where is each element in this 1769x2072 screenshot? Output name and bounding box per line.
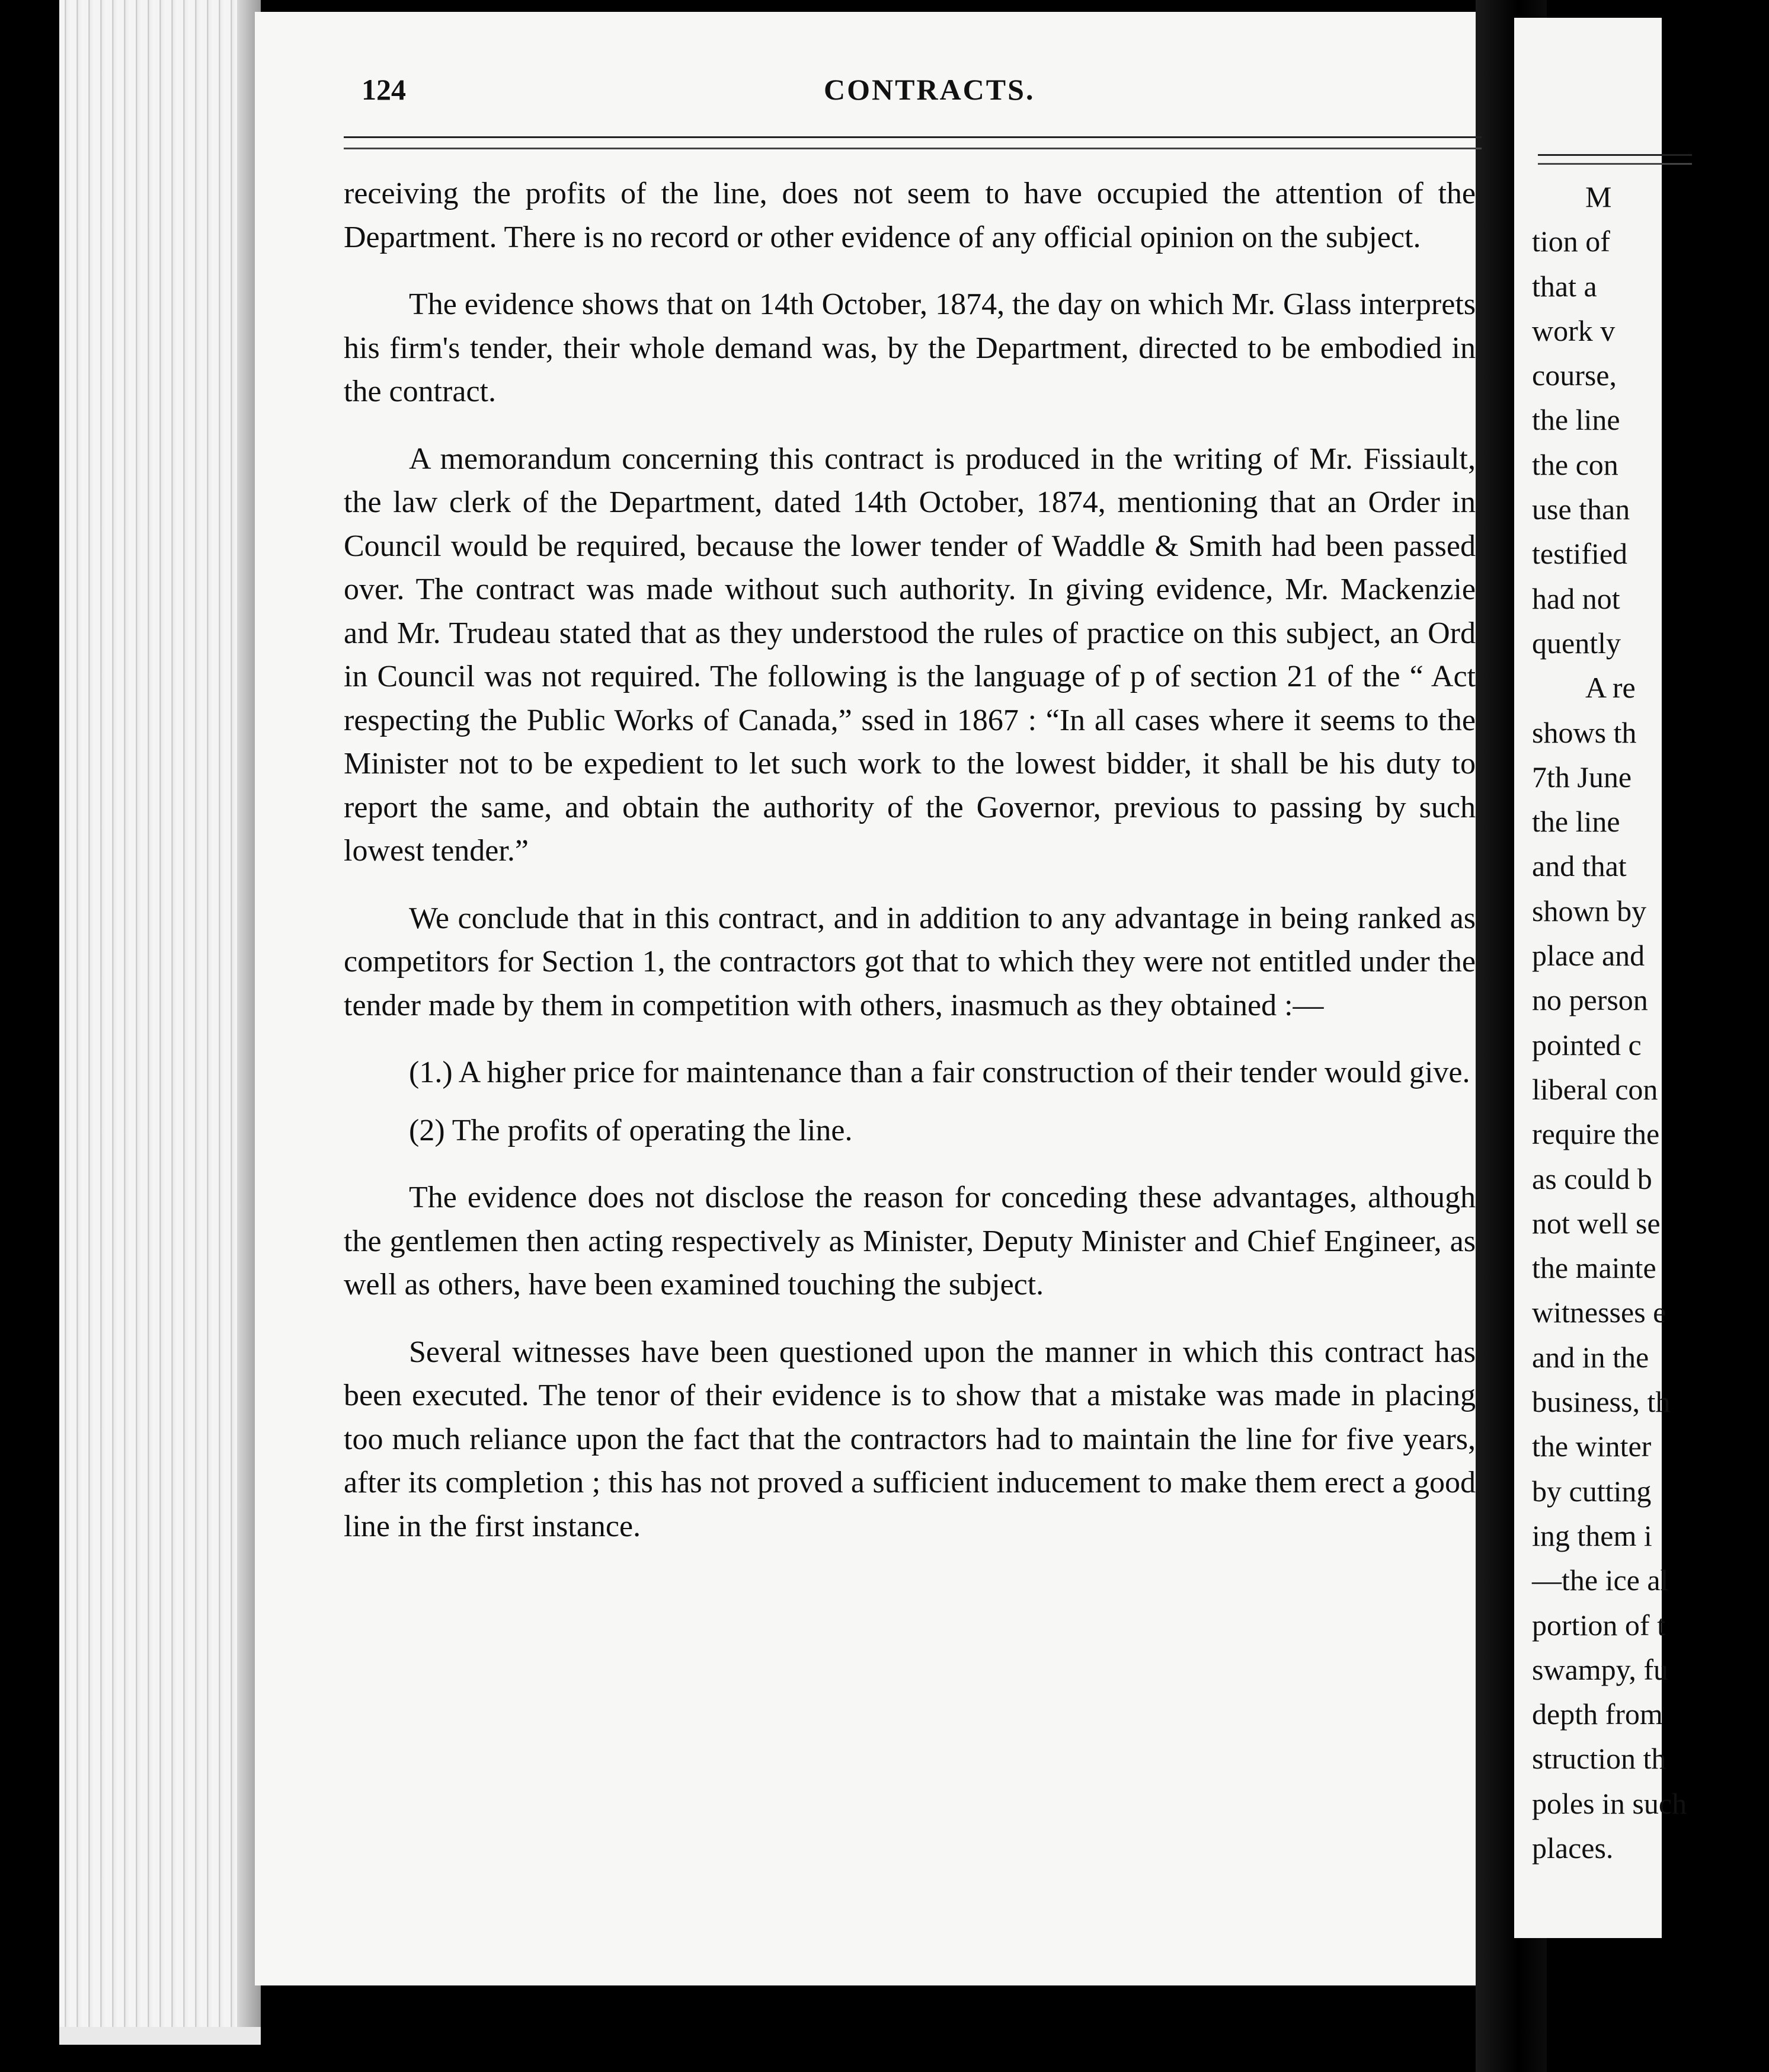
- right-page-line: the con: [1532, 447, 1618, 481]
- page-number: 124: [362, 73, 406, 106]
- paragraph-reason-undisclosed: The evidence does not disclose the reason for conceding these advantages, although the gentlemen then acting respectively as Minister, Deputy Minister and Chief Engineer, as well as others, have been examined touching the subject.: [344, 1181, 1476, 1302]
- right-page-line: the mainte: [1532, 1251, 1656, 1285]
- right-page-line: the line: [1532, 403, 1620, 437]
- paragraph-memorandum: A memorandum concerning this contract is produced in the writing of Mr. Fissiault, the law clerk of the Department, dated 14th October, 1874, mentioning that an Order in Council would be required, because the lower tender of Waddle & Smith had been passed over. The contract was made without such authority. In giving evidence, Mr. Mackenzie and Mr. Trudeau stated that as they understood the rules of practice on this subject, an Ord in Council was not required. The following is the language of p of section 21 of the “ Act respecting the Public Works of Canada,” ssed in 1867 : “In all cases where it seems to the Minister not to be expedient to let such work to the lowest bidder, it shall be his duty to report the same, and obtain the authority of the Governor, previous to passing by such lowest tender.”: [344, 442, 1476, 868]
- right-page-header-rule: [1538, 154, 1692, 165]
- right-page-line: course,: [1532, 359, 1617, 392]
- right-page-line: struction th: [1532, 1742, 1666, 1776]
- right-page-line: swampy, fu: [1532, 1652, 1669, 1686]
- right-page-line: as could b: [1532, 1162, 1652, 1195]
- right-page-line: and in the: [1532, 1340, 1649, 1374]
- right-page-line: witnesses e: [1532, 1296, 1666, 1329]
- right-page-line: shows th: [1532, 715, 1637, 749]
- right-page-line: portion of t: [1532, 1608, 1665, 1642]
- list-item-maintenance-price: (1.) A higher price for maintenance than a fair construction of their tender would give.: [409, 1056, 1470, 1089]
- right-page-line: poles in such: [1532, 1786, 1687, 1820]
- right-page: [1514, 18, 1687, 1938]
- right-page-line: no person: [1532, 983, 1648, 1017]
- right-page-line: place and: [1532, 939, 1645, 973]
- right-page-line: shown by: [1532, 894, 1647, 928]
- right-page-line: 7th June: [1532, 760, 1632, 794]
- right-page-text: [1532, 175, 1769, 1870]
- right-page-line: pointed c: [1532, 1028, 1642, 1061]
- right-page-line: business, th: [1532, 1385, 1671, 1419]
- paragraph-conclusion: We conclude that in this contract, and in addition to any advantage in being ranked as competitors for Section 1, the contractors got that to which they were not entitled under the tender made by them in competition with others, inasmuch as they obtained :—: [344, 901, 1476, 1022]
- right-page-line: use than: [1532, 493, 1630, 526]
- right-page-line: M: [1585, 180, 1612, 213]
- running-title: CONTRACTS.: [824, 73, 1035, 106]
- right-page-line: places.: [1532, 1831, 1614, 1865]
- right-page-line: quently: [1532, 626, 1621, 660]
- right-page-line: by cutting: [1532, 1474, 1652, 1508]
- main-text-body: [344, 172, 1476, 1572]
- right-page-line: require the: [1532, 1117, 1660, 1151]
- right-page-line: ing them i: [1532, 1518, 1652, 1552]
- right-page-line: tion of: [1532, 225, 1610, 258]
- right-page-line: work v: [1532, 314, 1616, 347]
- list-item-operating-profits: (2) The profits of operating the line.: [409, 1113, 853, 1147]
- right-page-line: —the ice al: [1532, 1563, 1669, 1597]
- right-page-line: A re: [1585, 671, 1636, 705]
- running-header: [362, 72, 1476, 120]
- header-rule: [344, 136, 1482, 149]
- paragraph-evidence-october: The evidence shows that on 14th October, 1874, the day on which Mr. Glass interprets his firm's tender, their whole demand was, by the Department, directed to be embodied in the contract.: [344, 287, 1476, 408]
- right-page-line: not well se: [1532, 1206, 1661, 1240]
- right-page-line: the line: [1532, 805, 1620, 839]
- right-page-line: the winter: [1532, 1430, 1652, 1463]
- right-page-line: liberal con: [1532, 1072, 1658, 1106]
- paragraph-witnesses: Several witnesses have been questioned upon the manner in which this contract has been executed. The tenor of their evidence is to show that a mistake was made in placing too much reliance upon the fact that the contractors had to maintain the line for five years, after its completion ; this has not proved a sufficient inducement to make them erect a good line in the first instance.: [344, 1335, 1476, 1543]
- paragraph-continuation: receiving the profits of the line, does not seem to have occupied the attention of the Department. There is no record or other evidence of any official opinion on the subject.: [344, 177, 1476, 254]
- right-page-line: testified: [1532, 537, 1628, 571]
- right-page-line: that a: [1532, 269, 1597, 303]
- right-page-line: had not: [1532, 581, 1620, 615]
- right-page-line: depth from: [1532, 1697, 1663, 1731]
- book-page-edges: [59, 0, 261, 2045]
- right-page-line: and that: [1532, 849, 1627, 883]
